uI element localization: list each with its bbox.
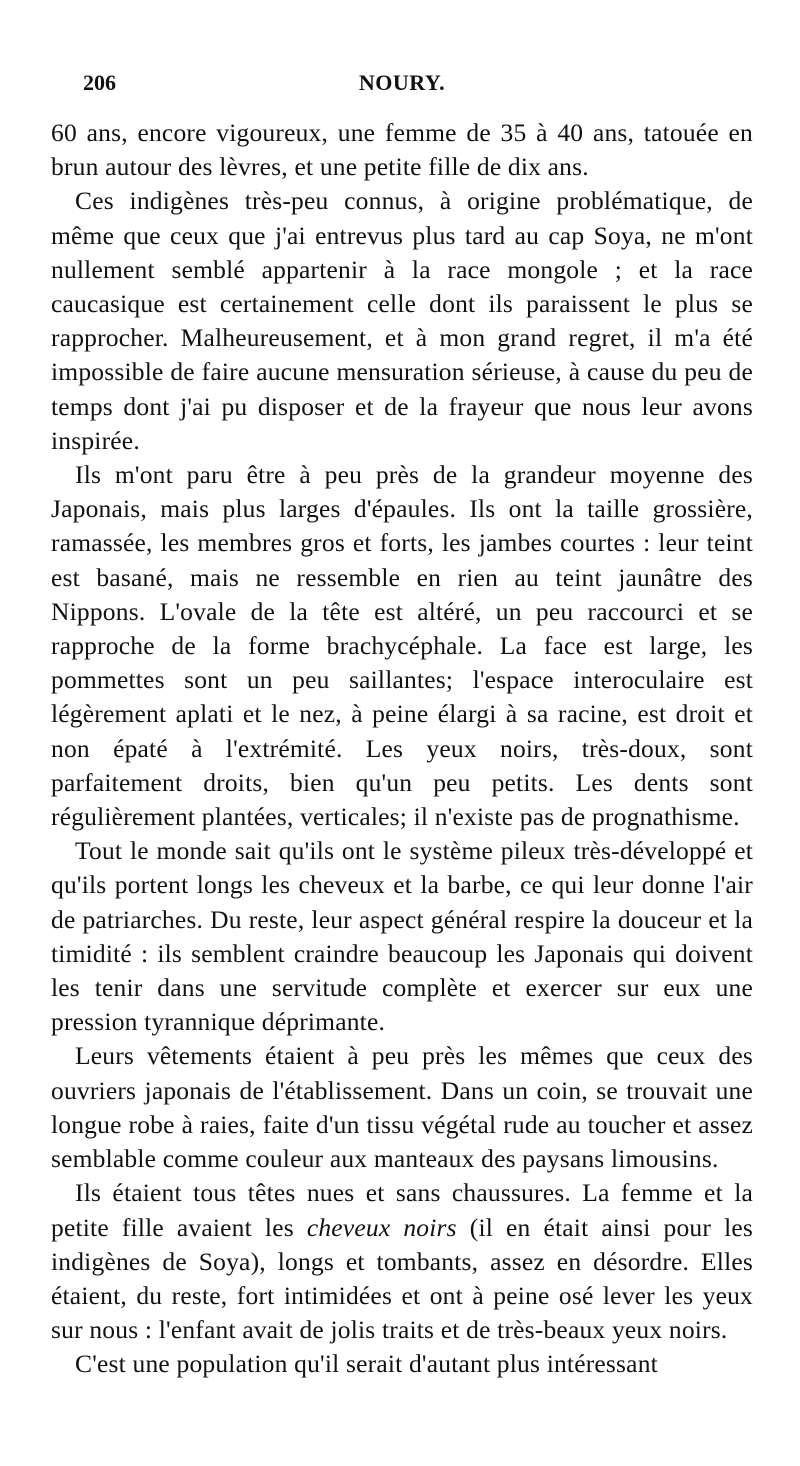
- running-head: NOURY.: [358, 70, 446, 95]
- body-text: [51, 116, 753, 1382]
- paragraph-continuation: 60 ans, encore vigoureux, une femme de 35 à 40 ans, tatouée en brun autour des lèvres, et une petite fille de dix ans.: [51, 118, 753, 182]
- paragraph-population: C'est une population qu'il serait d'autant plus intéressant: [75, 1349, 658, 1379]
- paragraph-appearance-start: Ils étaient tous têtes nues et sans chaussures. La femme et la petite fille avaient les: [51, 1178, 753, 1242]
- italic-phrase: cheveux noirs: [306, 1212, 457, 1242]
- paragraph-appearance: [51, 1176, 753, 1347]
- paragraph-appearance-end: (il en était ainsi pour les indigènes de Soya), longs et tombants, assez en désordre. Elles étaient, du reste, fort intimidées et ont à peine osé lever les yeux sur nous : l'enfant avait de jolis traits et de très-beaux yeux noirs.: [51, 1212, 753, 1345]
- page-header: [51, 70, 753, 110]
- paragraph-origins: Ces indigènes très-peu connus, à origine problématique, de même que ceux que j'ai entrevus plus tard au cap Soya, ne m'ont nullement semblé appartenir à la race mongole ; et la race caucasique est certainement celle dont ils paraissent le plus se rapprocher. Malheureusement, et à mon grand regret, il m'a été impossible de faire aucune mensuration sérieuse, à cause du peu de temps dont j'ai pu disposer et de la frayeur que nous leur avons inspirée.: [51, 186, 753, 455]
- page-number: 206: [83, 70, 116, 95]
- page: [51, 70, 753, 1382]
- paragraph-clothing: Leurs vêtements étaient à peu près les mêmes que ceux des ouvriers japonais de l'établissement. Dans un coin, se trouvait une longue robe à raies, faite d'un tissu végétal rude au toucher et assez semblable comme couleur aux manteaux des paysans limousins.: [51, 1041, 753, 1174]
- paragraph-physique: Ils m'ont paru être à peu près de la grandeur moyenne des Japonais, mais plus larges d'épaules. Ils ont la taille grossière, ramassée, les membres gros et forts, les jambes courtes : leur teint est basané, mais ne ressemble en rien au teint jaunâtre des Nippons. L'ovale de la tête est altéré, un peu raccourci et se rapproche de la forme brachycéphale. La face est large, les pommettes sont un peu saillantes; l'espace interoculaire est légèrement aplati et le nez, à peine élargi à sa racine, est droit et non épaté à l'extrémité. Les yeux noirs, très-doux, sont parfaitement droits, bien qu'un peu petits. Les dents sont régulièrement plantées, verticales; il n'existe pas de prognathisme.: [51, 460, 753, 832]
- paragraph-hair: Tout le monde sait qu'ils ont le système pileux très-développé et qu'ils portent longs les cheveux et la barbe, ce qui leur donne l'air de patriarches. Du reste, leur aspect général respire la douceur et la timidité : ils semblent craindre beaucoup les Japonais qui doivent les tenir dans une servitude complète et exercer sur eux une pression tyrannique déprimante.: [51, 836, 753, 1037]
